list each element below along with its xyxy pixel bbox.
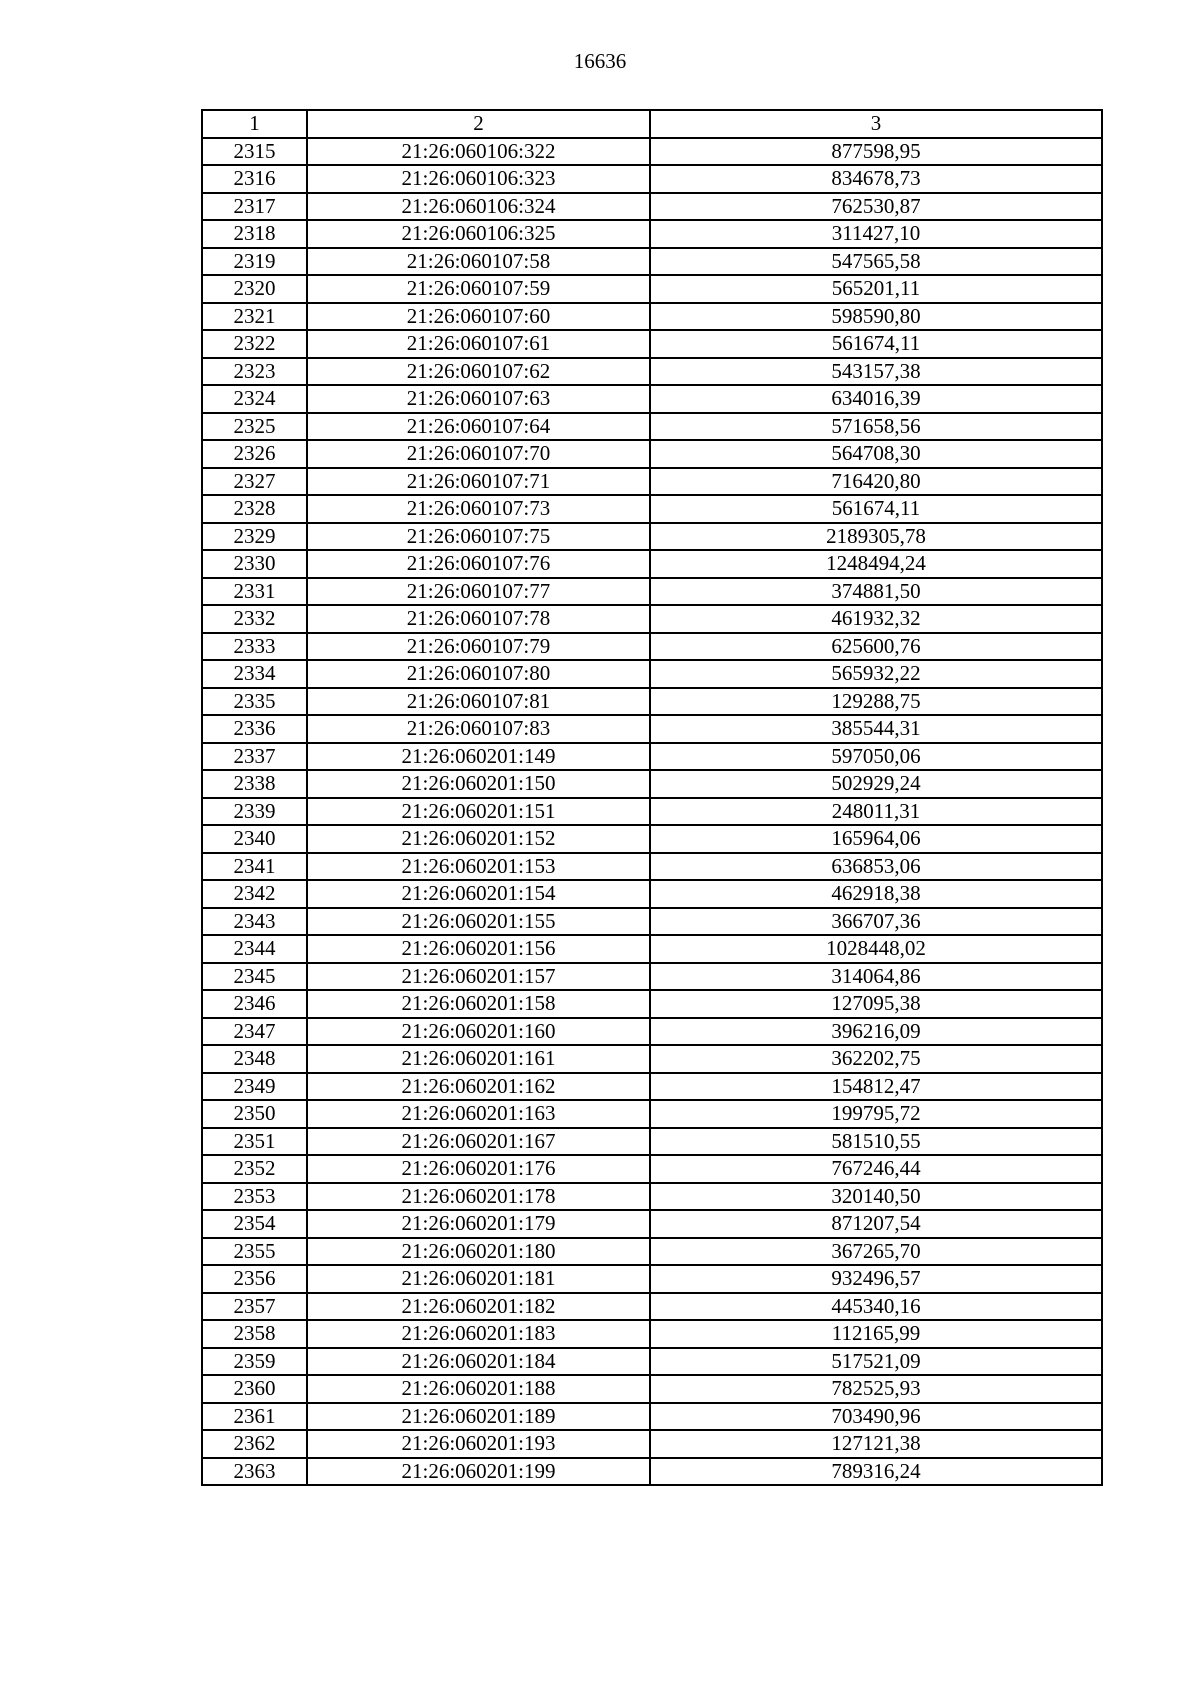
table-cell-col-3: 366707,36 — [650, 908, 1102, 936]
table-row — [202, 303, 1102, 331]
table-cell-col-3: 2189305,78 — [650, 523, 1102, 551]
table-cell-col-1: 2315 — [202, 138, 307, 166]
table-cell-col-2: 21:26:060201:181 — [307, 1265, 650, 1293]
table-cell-col-1: 2358 — [202, 1320, 307, 1348]
table-cell-col-1: 2345 — [202, 963, 307, 991]
table-cell-col-2: 21:26:060106:322 — [307, 138, 650, 166]
table-cell-col-2: 21:26:060201:151 — [307, 798, 650, 826]
table-cell-col-2: 21:26:060201:178 — [307, 1183, 650, 1211]
table-cell-col-3: 320140,50 — [650, 1183, 1102, 1211]
table-row — [202, 440, 1102, 468]
table-cell-col-1: 2351 — [202, 1128, 307, 1156]
table-cell-col-3: 311427,10 — [650, 220, 1102, 248]
table-cell-col-2: 21:26:060107:71 — [307, 468, 650, 496]
table-row — [202, 880, 1102, 908]
table-cell-col-1: 2335 — [202, 688, 307, 716]
table-cell-col-2: 21:26:060201:180 — [307, 1238, 650, 1266]
header-cell-3: 3 — [650, 110, 1102, 138]
table-cell-col-2: 21:26:060106:324 — [307, 193, 650, 221]
table-cell-col-3: 314064,86 — [650, 963, 1102, 991]
table-cell-col-1: 2329 — [202, 523, 307, 551]
table-row — [202, 578, 1102, 606]
table-cell-col-1: 2346 — [202, 990, 307, 1018]
table-cell-col-1: 2363 — [202, 1458, 307, 1486]
table-cell-col-3: 461932,32 — [650, 605, 1102, 633]
table-row — [202, 1458, 1102, 1486]
table-cell-col-2: 21:26:060107:76 — [307, 550, 650, 578]
table-cell-col-2: 21:26:060201:158 — [307, 990, 650, 1018]
table-cell-col-3: 932496,57 — [650, 1265, 1102, 1293]
table-cell-col-2: 21:26:060201:160 — [307, 1018, 650, 1046]
table-cell-col-3: 502929,24 — [650, 770, 1102, 798]
table-cell-col-1: 2362 — [202, 1430, 307, 1458]
table-cell-col-2: 21:26:060201:188 — [307, 1375, 650, 1403]
table-row — [202, 1348, 1102, 1376]
table-row — [202, 358, 1102, 386]
table-cell-col-2: 21:26:060201:157 — [307, 963, 650, 991]
table-cell-col-2: 21:26:060107:60 — [307, 303, 650, 331]
table-cell-col-3: 877598,95 — [650, 138, 1102, 166]
table-row — [202, 468, 1102, 496]
table-cell-col-3: 561674,11 — [650, 495, 1102, 523]
table-cell-col-3: 127095,38 — [650, 990, 1102, 1018]
table-row — [202, 550, 1102, 578]
table-cell-col-2: 21:26:060107:70 — [307, 440, 650, 468]
table-cell-col-3: 636853,06 — [650, 853, 1102, 881]
table-cell-col-3: 625600,76 — [650, 633, 1102, 661]
table-cell-col-3: 129288,75 — [650, 688, 1102, 716]
table-cell-col-2: 21:26:060107:81 — [307, 688, 650, 716]
table-cell-col-1: 2343 — [202, 908, 307, 936]
table-cell-col-1: 2328 — [202, 495, 307, 523]
table-cell-col-2: 21:26:060201:162 — [307, 1073, 650, 1101]
table-cell-col-1: 2333 — [202, 633, 307, 661]
table-cell-col-1: 2320 — [202, 275, 307, 303]
table-row — [202, 990, 1102, 1018]
table-cell-col-3: 789316,24 — [650, 1458, 1102, 1486]
table-cell-col-3: 834678,73 — [650, 165, 1102, 193]
table-cell-col-3: 762530,87 — [650, 193, 1102, 221]
table-cell-col-1: 2348 — [202, 1045, 307, 1073]
table-row — [202, 1320, 1102, 1348]
table-cell-col-3: 1248494,24 — [650, 550, 1102, 578]
table-cell-col-3: 547565,58 — [650, 248, 1102, 276]
table-cell-col-1: 2353 — [202, 1183, 307, 1211]
table-cell-col-2: 21:26:060201:154 — [307, 880, 650, 908]
table-cell-col-3: 565201,11 — [650, 275, 1102, 303]
table-row — [202, 1100, 1102, 1128]
table-cell-col-2: 21:26:060201:193 — [307, 1430, 650, 1458]
table-cell-col-2: 21:26:060201:156 — [307, 935, 650, 963]
table-row — [202, 275, 1102, 303]
table-cell-col-2: 21:26:060201:150 — [307, 770, 650, 798]
table-row — [202, 413, 1102, 441]
table-cell-col-2: 21:26:060201:152 — [307, 825, 650, 853]
table-cell-col-1: 2337 — [202, 743, 307, 771]
table-cell-col-2: 21:26:060201:163 — [307, 1100, 650, 1128]
table-row — [202, 1183, 1102, 1211]
table-cell-col-3: 871207,54 — [650, 1210, 1102, 1238]
table-cell-col-3: 154812,47 — [650, 1073, 1102, 1101]
table-row — [202, 660, 1102, 688]
table-cell-col-3: 367265,70 — [650, 1238, 1102, 1266]
table-cell-col-1: 2325 — [202, 413, 307, 441]
table-cell-col-1: 2331 — [202, 578, 307, 606]
table-cell-col-1: 2350 — [202, 1100, 307, 1128]
table-row — [202, 1018, 1102, 1046]
table-cell-col-2: 21:26:060201:189 — [307, 1403, 650, 1431]
table-row — [202, 138, 1102, 166]
table-cell-col-3: 598590,80 — [650, 303, 1102, 331]
table-cell-col-2: 21:26:060201:179 — [307, 1210, 650, 1238]
table-cell-col-3: 564708,30 — [650, 440, 1102, 468]
table-cell-col-3: 127121,38 — [650, 1430, 1102, 1458]
table-cell-col-2: 21:26:060201:199 — [307, 1458, 650, 1486]
table-row — [202, 825, 1102, 853]
table-row — [202, 523, 1102, 551]
table-cell-col-2: 21:26:060201:153 — [307, 853, 650, 881]
table-cell-col-3: 462918,38 — [650, 880, 1102, 908]
table-cell-col-3: 571658,56 — [650, 413, 1102, 441]
table-cell-col-1: 2341 — [202, 853, 307, 881]
table-cell-col-2: 21:26:060107:62 — [307, 358, 650, 386]
header-cell-2: 2 — [307, 110, 650, 138]
table-cell-col-1: 2316 — [202, 165, 307, 193]
table-cell-col-3: 634016,39 — [650, 385, 1102, 413]
table-row — [202, 495, 1102, 523]
table-row — [202, 1293, 1102, 1321]
table-cell-col-2: 21:26:060106:325 — [307, 220, 650, 248]
table-row — [202, 743, 1102, 771]
table-cell-col-2: 21:26:060107:75 — [307, 523, 650, 551]
table-cell-col-3: 199795,72 — [650, 1100, 1102, 1128]
table-row — [202, 770, 1102, 798]
table-row — [202, 935, 1102, 963]
table-row — [202, 193, 1102, 221]
table-cell-col-1: 2323 — [202, 358, 307, 386]
table-cell-col-3: 445340,16 — [650, 1293, 1102, 1321]
table-row — [202, 798, 1102, 826]
table-cell-col-3: 782525,93 — [650, 1375, 1102, 1403]
table-cell-col-3: 362202,75 — [650, 1045, 1102, 1073]
table-cell-col-3: 767246,44 — [650, 1155, 1102, 1183]
table-cell-col-1: 2334 — [202, 660, 307, 688]
table-cell-col-3: 561674,11 — [650, 330, 1102, 358]
table-row — [202, 165, 1102, 193]
table-cell-col-2: 21:26:060107:80 — [307, 660, 650, 688]
table-cell-col-1: 2359 — [202, 1348, 307, 1376]
table-cell-col-1: 2317 — [202, 193, 307, 221]
table-cell-col-1: 2344 — [202, 935, 307, 963]
table-row — [202, 1073, 1102, 1101]
table-cell-col-2: 21:26:060106:323 — [307, 165, 650, 193]
table-cell-col-2: 21:26:060201:182 — [307, 1293, 650, 1321]
table-cell-col-1: 2349 — [202, 1073, 307, 1101]
table-cell-col-2: 21:26:060107:59 — [307, 275, 650, 303]
table-cell-col-2: 21:26:060107:61 — [307, 330, 650, 358]
table-cell-col-3: 396216,09 — [650, 1018, 1102, 1046]
table-cell-col-3: 165964,06 — [650, 825, 1102, 853]
table-cell-col-2: 21:26:060107:64 — [307, 413, 650, 441]
header-row — [202, 110, 1102, 138]
table-cell-col-1: 2338 — [202, 770, 307, 798]
table-cell-col-1: 2327 — [202, 468, 307, 496]
table-cell-col-1: 2339 — [202, 798, 307, 826]
table-cell-col-1: 2336 — [202, 715, 307, 743]
table-row — [202, 1128, 1102, 1156]
table-row — [202, 963, 1102, 991]
table-cell-col-2: 21:26:060201:167 — [307, 1128, 650, 1156]
table-cell-col-1: 2322 — [202, 330, 307, 358]
table-row — [202, 1430, 1102, 1458]
table-cell-col-2: 21:26:060201:176 — [307, 1155, 650, 1183]
table-cell-col-1: 2330 — [202, 550, 307, 578]
table-cell-col-1: 2356 — [202, 1265, 307, 1293]
table-row — [202, 605, 1102, 633]
data-table — [201, 109, 1103, 1486]
table-cell-col-2: 21:26:060107:58 — [307, 248, 650, 276]
table-cell-col-3: 597050,06 — [650, 743, 1102, 771]
table-cell-col-3: 374881,50 — [650, 578, 1102, 606]
table-row — [202, 385, 1102, 413]
table-cell-col-2: 21:26:060107:79 — [307, 633, 650, 661]
table-cell-col-2: 21:26:060201:149 — [307, 743, 650, 771]
table-cell-col-3: 716420,80 — [650, 468, 1102, 496]
table-cell-col-3: 543157,38 — [650, 358, 1102, 386]
table-row — [202, 715, 1102, 743]
table-cell-col-1: 2355 — [202, 1238, 307, 1266]
table-cell-col-1: 2324 — [202, 385, 307, 413]
table-cell-col-2: 21:26:060107:73 — [307, 495, 650, 523]
header-cell-1: 1 — [202, 110, 307, 138]
table-cell-col-1: 2321 — [202, 303, 307, 331]
table-cell-col-2: 21:26:060201:184 — [307, 1348, 650, 1376]
table-cell-col-2: 21:26:060107:63 — [307, 385, 650, 413]
table-cell-col-1: 2352 — [202, 1155, 307, 1183]
table-cell-col-1: 2354 — [202, 1210, 307, 1238]
table-cell-col-2: 21:26:060201:155 — [307, 908, 650, 936]
table-row — [202, 853, 1102, 881]
table-cell-col-3: 565932,22 — [650, 660, 1102, 688]
table-cell-col-3: 112165,99 — [650, 1320, 1102, 1348]
table-cell-col-1: 2361 — [202, 1403, 307, 1431]
table-cell-col-3: 581510,55 — [650, 1128, 1102, 1156]
table-cell-col-3: 385544,31 — [650, 715, 1102, 743]
table-cell-col-2: 21:26:060107:83 — [307, 715, 650, 743]
table-cell-col-1: 2326 — [202, 440, 307, 468]
table-row — [202, 633, 1102, 661]
table-row — [202, 220, 1102, 248]
table-cell-col-1: 2332 — [202, 605, 307, 633]
page-number: 16636 — [573, 49, 627, 73]
table-cell-col-1: 2360 — [202, 1375, 307, 1403]
table-cell-col-1: 2340 — [202, 825, 307, 853]
table-row — [202, 1375, 1102, 1403]
table-row — [202, 330, 1102, 358]
table-header — [202, 110, 1102, 138]
table-row — [202, 908, 1102, 936]
table-cell-col-1: 2319 — [202, 248, 307, 276]
table-cell-col-3: 703490,96 — [650, 1403, 1102, 1431]
table-row — [202, 1210, 1102, 1238]
table-cell-col-1: 2347 — [202, 1018, 307, 1046]
table-row — [202, 1045, 1102, 1073]
table-cell-col-1: 2357 — [202, 1293, 307, 1321]
table-row — [202, 248, 1102, 276]
table-cell-col-1: 2342 — [202, 880, 307, 908]
table-row — [202, 1265, 1102, 1293]
table-cell-col-2: 21:26:060107:78 — [307, 605, 650, 633]
table-cell-col-1: 2318 — [202, 220, 307, 248]
table-cell-col-3: 517521,09 — [650, 1348, 1102, 1376]
table-row — [202, 688, 1102, 716]
table-body — [202, 138, 1102, 1486]
table-row — [202, 1403, 1102, 1431]
table-cell-col-2: 21:26:060201:183 — [307, 1320, 650, 1348]
table-cell-col-2: 21:26:060107:77 — [307, 578, 650, 606]
table-row — [202, 1238, 1102, 1266]
table-cell-col-3: 1028448,02 — [650, 935, 1102, 963]
table-row — [202, 1155, 1102, 1183]
table-cell-col-3: 248011,31 — [650, 798, 1102, 826]
table-cell-col-2: 21:26:060201:161 — [307, 1045, 650, 1073]
